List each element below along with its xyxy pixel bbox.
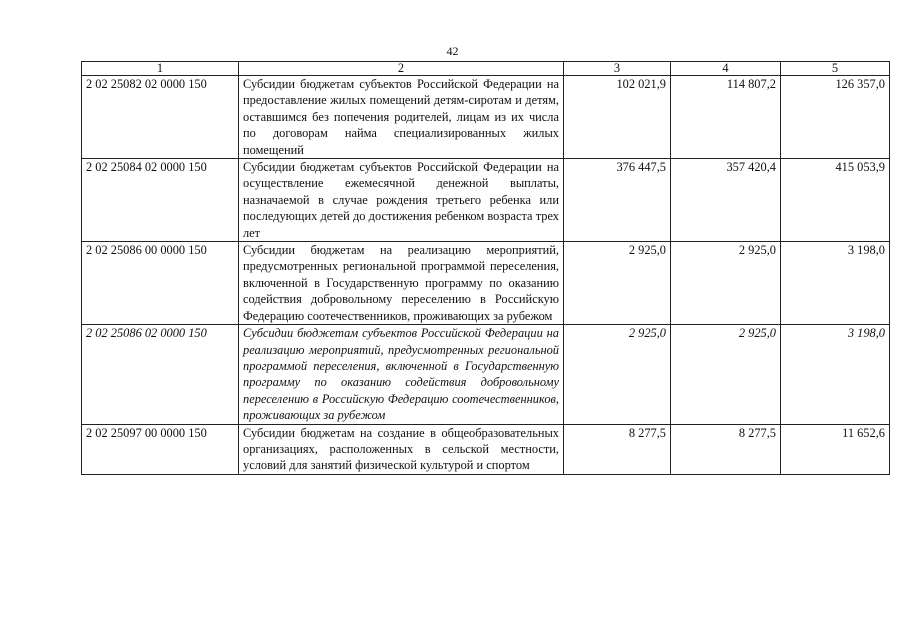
row-description: Субсидии бюджетам на реализацию мероприятий, предусмотренных региональной программой переселения, включенной в Государственную программу по оказанию содействия добровольному переселению в Российскую Федерацию соотечественников, проживающих за рубежом [239,242,564,325]
row-value-col3: 8 277,5 [564,424,671,474]
table-row [82,242,890,325]
row-value-col4: 2 925,0 [671,242,781,325]
row-value-col3: 2 925,0 [564,242,671,325]
row-description: Субсидии бюджетам на создание в общеобразовательных организациях, расположенных в сельской местности, условий для занятий физической культурой и спортом [239,424,564,474]
row-value-col3: 376 447,5 [564,159,671,242]
row-value-col5: 3 198,0 [781,242,890,325]
row-value-col4: 2 925,0 [671,325,781,424]
row-value-col3: 102 021,9 [564,76,671,159]
table-row [82,76,890,159]
table-row [82,325,890,424]
row-value-col4: 8 277,5 [671,424,781,474]
row-code: 2 02 25084 02 0000 150 [82,159,239,242]
budget-table [81,61,890,475]
header-row [82,62,890,76]
row-code: 2 02 25086 00 0000 150 [82,242,239,325]
row-value-col5: 126 357,0 [781,76,890,159]
table-row [82,159,890,242]
row-code: 2 02 25086 02 0000 150 [82,325,239,424]
column-header-4: 4 [671,62,781,76]
row-description: Субсидии бюджетам субъектов Российской Федерации на осуществление ежемесячной денежной выплаты, назначаемой в случае рождения третьего ребенка или последующих детей до достижения ребенком возраста трех лет [239,159,564,242]
row-value-col5: 3 198,0 [781,325,890,424]
row-code: 2 02 25097 00 0000 150 [82,424,239,474]
row-value-col5: 415 053,9 [781,159,890,242]
column-header-2: 2 [239,62,564,76]
row-value-col4: 357 420,4 [671,159,781,242]
column-header-5: 5 [781,62,890,76]
table-row [82,424,890,474]
row-value-col3: 2 925,0 [564,325,671,424]
column-header-1: 1 [82,62,239,76]
row-value-col4: 114 807,2 [671,76,781,159]
column-header-3: 3 [564,62,671,76]
row-value-col5: 11 652,6 [781,424,890,474]
row-code: 2 02 25082 02 0000 150 [82,76,239,159]
row-description: Субсидии бюджетам субъектов Российской Федерации на реализацию мероприятий, предусмотренных региональной программой переселения, включенной в Государственную программу по оказанию содействия добровольному переселению в Российскую Федерацию соотечественников, проживающих за рубежом [239,325,564,424]
row-description: Субсидии бюджетам субъектов Российской Федерации на предоставление жилых помещений детям-сиротам и детям, оставшимся без попечения родителей, лицам из их числа по договорам найма специализированных жилых помещений [239,76,564,159]
page-number: 42 [446,44,459,58]
